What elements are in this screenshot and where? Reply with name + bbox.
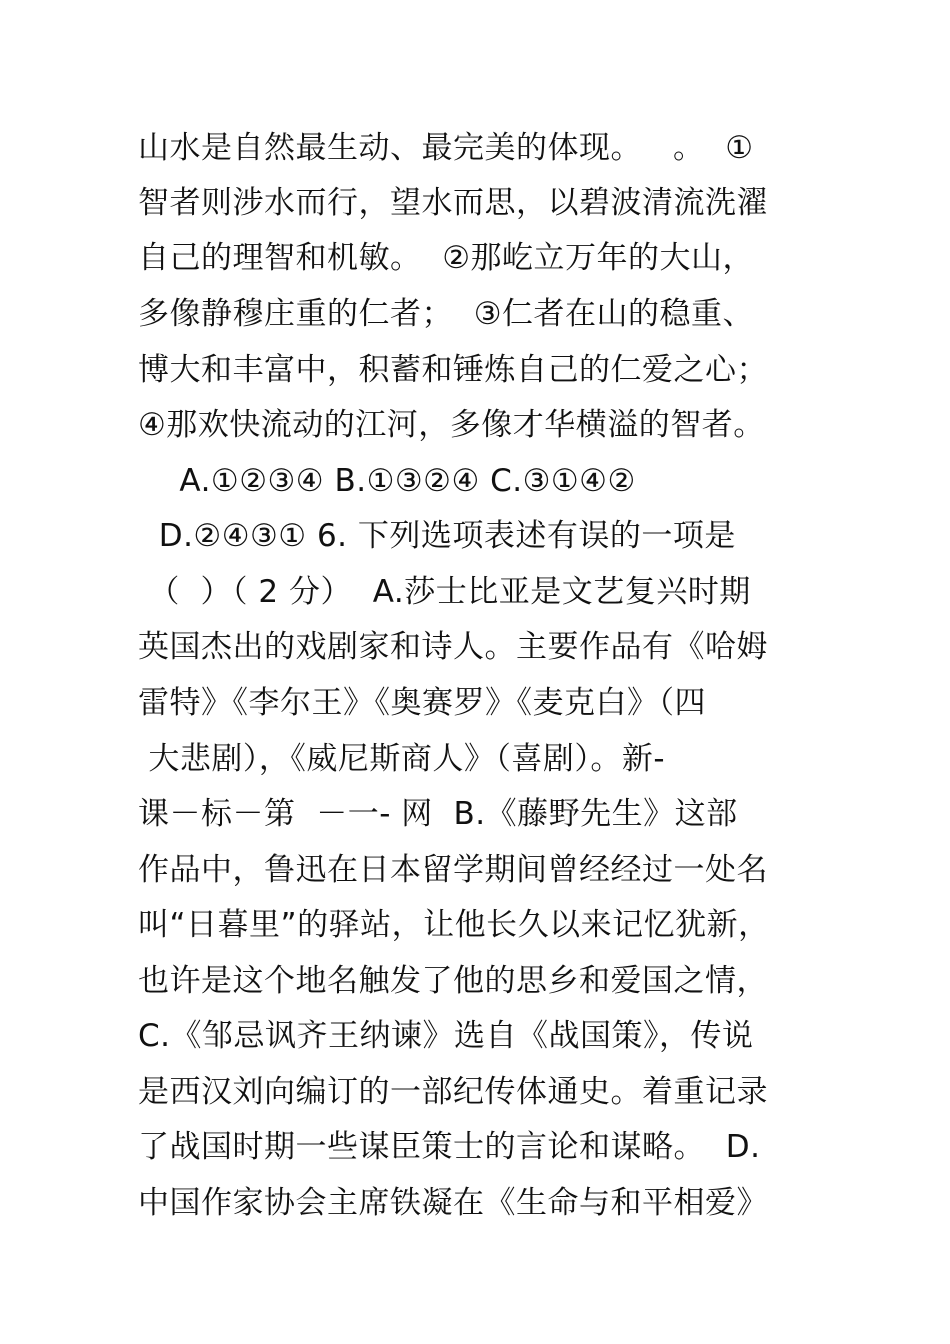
text-line-2: 智者则涉水而行，望水而思，以碧波清流洗濯 bbox=[138, 185, 768, 221]
text-line-3: 自己的理智和机敏。 ②那屹立万年的大山， bbox=[138, 240, 754, 276]
text-line-5: 博大和丰富中，积蓄和锤炼自己的仁爱之心； bbox=[138, 352, 768, 388]
question-6-line: D.②④③① 6. 下列选项表述有误的一项是 bbox=[138, 518, 736, 554]
text-line-17: C.《邹忌讽齐王纳谏》选自《战国策》，传说 bbox=[138, 1018, 754, 1054]
text-line-13: 课－标－第 －一- 网 B.《藤野先生》这部 bbox=[138, 796, 738, 832]
text-line-19: 了战国时期一些谋臣策士的言论和谋略。 D. bbox=[138, 1129, 761, 1165]
text-line-10: 英国杰出的戏剧家和诗人。主要作品有《哈姆 bbox=[138, 629, 768, 665]
text-line-18: 是西汉刘向编订的一部纪传体通史。着重记录 bbox=[138, 1074, 768, 1110]
text-line-20: 中国作家协会主席铁凝在《生命与和平相爱》 bbox=[138, 1185, 768, 1221]
text-line-16: 也许是这个地名触发了他的思乡和爱国之情， bbox=[138, 963, 768, 999]
text-line-15: 叫“日暮里”的驿站，让他长久以来记忆犹新， bbox=[138, 907, 770, 943]
answer-options-line: A.①②③④ B.①③②④ C.③①④② bbox=[138, 463, 636, 499]
text-line-11: 雷特》《李尔王》《奥赛罗》《麦克白》（四 bbox=[138, 685, 706, 721]
text-line-12: 大悲剧），《威尼斯商人》（喜剧）。新- bbox=[138, 741, 666, 777]
text-line-4: 多像静穆庄重的仁者； ③仁者在山的稳重、 bbox=[138, 296, 754, 332]
text-line-9: （ ）（ 2 分） A.莎士比亚是文艺复兴时期 bbox=[138, 574, 751, 610]
text-line-14: 作品中，鲁迅在日本留学期间曾经经过一处名 bbox=[138, 852, 768, 888]
text-line-6: ④那欢快流动的江河，多像才华横溢的智者。 bbox=[138, 407, 765, 443]
text-line-1: 山水是自然最生动、最完美的体现。 。 ① bbox=[138, 130, 754, 166]
